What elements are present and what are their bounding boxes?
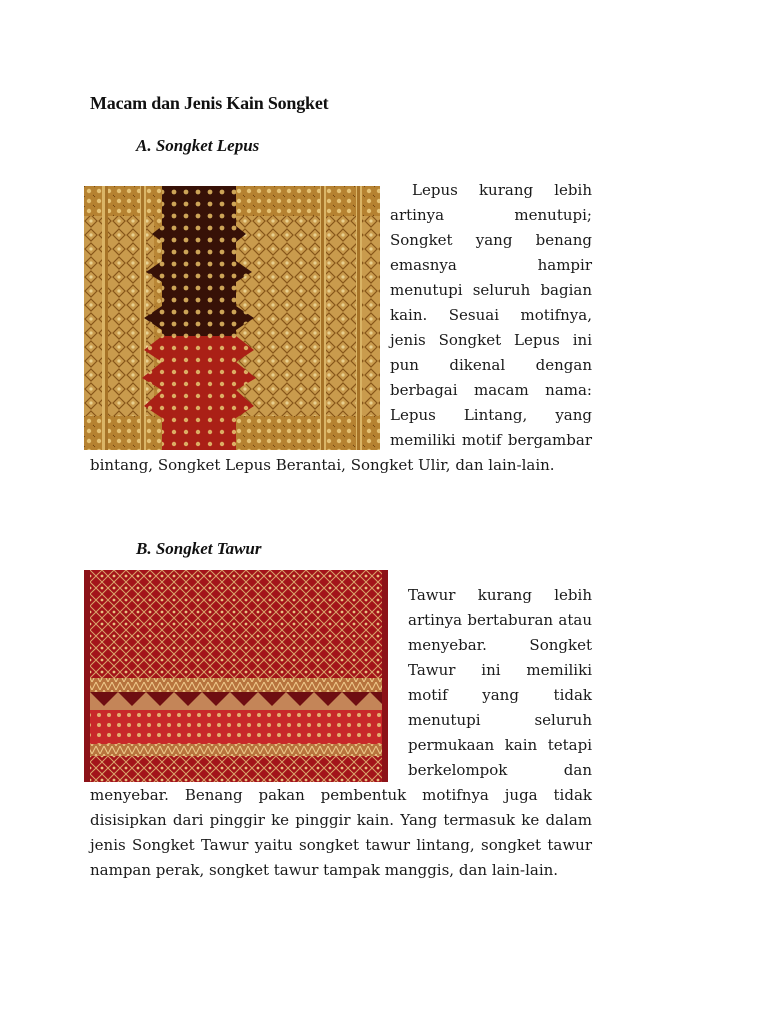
songket-lepus-photo: [84, 186, 380, 450]
section-heading-songket-tawur: B. Songket Tawur: [136, 539, 262, 558]
page-title: Macam dan Jenis Kain Songket: [90, 93, 329, 113]
section-body-songket-tawur: [90, 583, 592, 883]
section-body-text: Tawur kurang lebih artinya bertaburan atau menyebar. Songket Tawur ini memiliki motif yang tidak menutupi seluruh permukaan kain tetapi berkelompok dan menyebar. Benang pakan pembentuk motifnya juga tidak disisipkan dari pinggir ke pinggir kain. Yang termasuk ke dalam jenis Songket Tawur yaitu songket tawur lintang, songket tawur nampan perak, songket tawur tampak manggis, dan lain-lain.: [90, 586, 592, 879]
section-body-songket-lepus: [90, 178, 592, 478]
section-body-text: Lepus kurang lebih artinya menutupi; Songket yang benang emasnya hampir menutupi seluruh bagian kain. Sesuai motifnya, jenis Songket Lepus ini pun dikenal dengan berbagai macam nama: Lepus Lintang, yang memiliki motif bergambar bintang, Songket Lepus Berantai, Songket Ulir, dan lain-lain.: [90, 181, 592, 474]
songket-tawur-photo: [84, 570, 388, 782]
section-heading-songket-lepus: A. Songket Lepus: [136, 136, 260, 155]
